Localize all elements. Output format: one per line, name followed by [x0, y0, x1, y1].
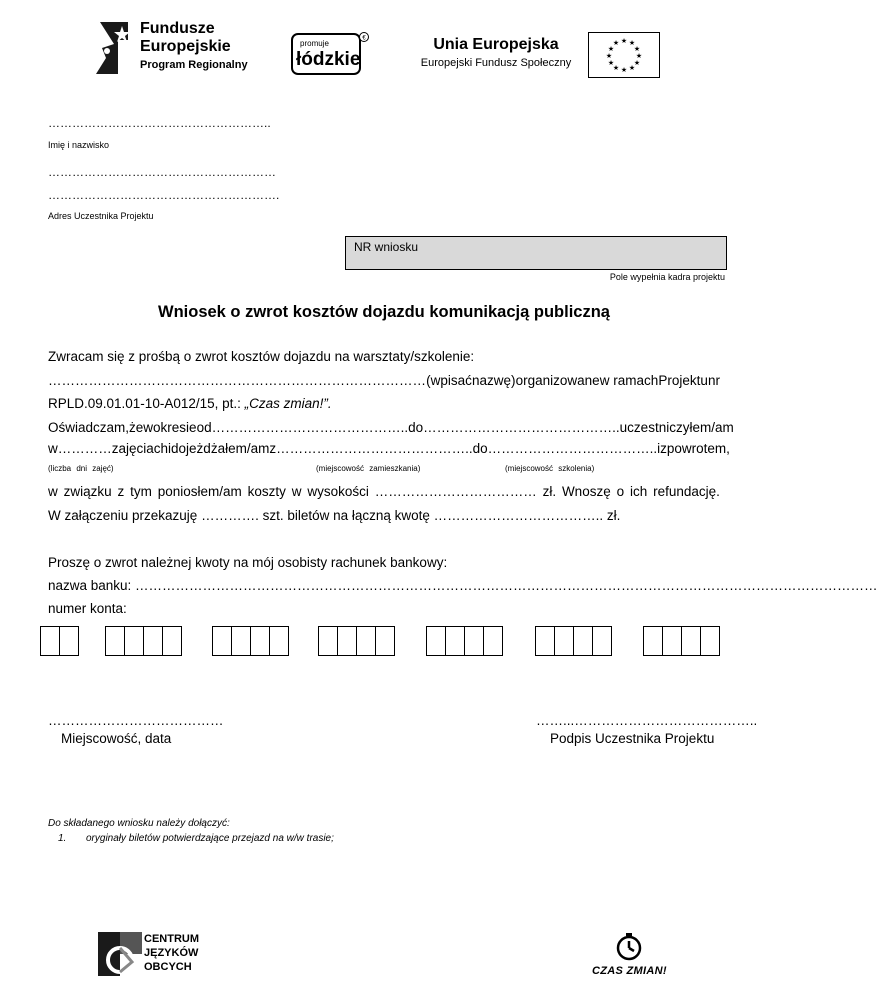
fe-star-icon	[92, 18, 138, 78]
project-number: RPLD.09.01.01-10-A012/15, pt.:	[48, 396, 245, 411]
account-digit-cell[interactable]	[162, 626, 182, 656]
nr-wniosku-label: NR wniosku	[354, 240, 419, 254]
word: ich	[629, 484, 648, 499]
word: powrotem,	[666, 441, 730, 456]
account-digit-cell[interactable]	[212, 626, 232, 656]
cjo-line1: CENTRUM	[144, 933, 199, 945]
word: z	[117, 484, 125, 499]
word: z	[660, 441, 667, 456]
word: koszty	[247, 484, 286, 499]
word: organizowane	[515, 373, 600, 388]
address-dots-2: ………………………………………………….	[48, 188, 280, 202]
account-digit-cell[interactable]	[662, 626, 682, 656]
place-date-dots: …………………………………	[48, 713, 224, 728]
word: w ramach	[599, 373, 659, 388]
name-dots: ………………………………………………..	[48, 116, 271, 130]
training-name-dots: …………………………………………………………………………	[48, 373, 426, 388]
account-digit-cell[interactable]	[426, 626, 446, 656]
word: (wpisać	[426, 373, 472, 388]
word: do	[408, 420, 424, 435]
account-digit-cell[interactable]	[573, 626, 593, 656]
fundusze-europejskie-logo	[92, 18, 262, 80]
line-period	[48, 420, 734, 435]
account-digit-cell[interactable]	[337, 626, 357, 656]
account-group-3[interactable]	[212, 626, 289, 656]
account-digit-cell[interactable]	[269, 626, 289, 656]
account-group-1[interactable]	[40, 626, 79, 656]
account-group-6[interactable]	[535, 626, 612, 656]
svg-text:★: ★	[607, 45, 615, 53]
attachment-item: oryginały biletów potwierdzające przejazd na w/w trasie;	[86, 833, 334, 844]
svg-text:€: €	[362, 35, 366, 42]
line-route	[48, 441, 730, 456]
nr-wniosku-field[interactable]	[345, 236, 727, 270]
ue-subtitle: Europejski Fundusz Społeczny	[420, 57, 572, 69]
bank-name-line: nazwa banku: …………………………………………………………………………………………………………………………………………………	[48, 578, 878, 593]
word: zł.	[542, 484, 557, 499]
svg-text:★: ★	[633, 59, 641, 67]
word: wysokości	[307, 484, 369, 499]
svg-text:★: ★	[605, 52, 613, 60]
word: Wnoszę	[561, 484, 611, 499]
stopwatch-icon	[614, 932, 644, 962]
word: nazwę)	[471, 373, 516, 388]
svg-text:★: ★	[620, 37, 628, 45]
attachments-heading: Do składanego wniosku należy dołączyć:	[48, 818, 230, 829]
word: okresie	[153, 420, 197, 435]
eu-flag-icon	[588, 32, 660, 78]
account-digit-cell[interactable]	[535, 626, 555, 656]
word: do	[472, 441, 488, 456]
word: że	[129, 420, 144, 435]
word: o	[616, 484, 625, 499]
word: związku	[63, 484, 112, 499]
account-label: numer konta:	[48, 601, 127, 616]
ue-logo-text	[412, 36, 580, 69]
centrum-jezykow-obcych-logo	[98, 932, 198, 976]
training-place-dots: ………………………………..	[487, 441, 658, 456]
svg-text:★: ★	[607, 59, 615, 67]
account-digit-cell[interactable]	[483, 626, 503, 656]
account-digit-cell[interactable]	[375, 626, 395, 656]
word: od	[196, 420, 212, 435]
account-digit-cell[interactable]	[231, 626, 251, 656]
svg-text:★: ★	[612, 39, 620, 47]
ue-title: Unia Europejska	[433, 36, 559, 53]
place-date-label: Miejscowość, data	[61, 731, 172, 746]
signature-label: Podpis Uczestnika Projektu	[550, 731, 715, 746]
word: dojeżdżałem/am	[171, 441, 270, 456]
account-digit-cell[interactable]	[700, 626, 720, 656]
cjo-mark-icon	[98, 932, 142, 976]
name-label: Imię i nazwisko	[48, 140, 110, 150]
word: nr	[707, 373, 720, 388]
word: poniosłem/am	[157, 484, 242, 499]
czas-zmian-logo-text: CZAS ZMIAN!	[592, 965, 667, 977]
svg-text:★: ★	[628, 39, 636, 47]
nr-box-note: Pole wypełnia kadra projektu	[609, 272, 725, 282]
line-costs	[48, 484, 720, 499]
account-digit-cell[interactable]	[124, 626, 144, 656]
account-digit-cell[interactable]	[681, 626, 701, 656]
word: zajęciach	[111, 441, 169, 456]
word: w	[291, 484, 302, 499]
word: Projektu	[658, 373, 708, 388]
lodzkie-small: promuje	[300, 39, 329, 48]
word: tym	[130, 484, 152, 499]
word: i	[657, 441, 661, 456]
word: i	[168, 441, 172, 456]
intro-text: Zwracam się z prośbą o zwrot kosztów dojazdu na warsztaty/szkolenie:	[48, 349, 475, 364]
fe-line2: Europejskie	[140, 38, 231, 55]
account-digit-cell[interactable]	[250, 626, 270, 656]
line-project-number	[48, 396, 332, 411]
date-to-dots: ……………………………………..	[423, 420, 620, 435]
address-dots-1: …………………………………………………	[48, 165, 276, 179]
account-digit-cell[interactable]	[445, 626, 465, 656]
account-digit-cell[interactable]	[59, 626, 79, 656]
account-group-2[interactable]	[105, 626, 182, 656]
hint-days: (liczba dni zajęć)	[48, 464, 114, 473]
days-dots: …………	[57, 441, 112, 456]
project-title: „Czas zmian!”.	[244, 396, 332, 411]
address-label: Adres Uczestnika Projektu	[48, 211, 154, 221]
word: w	[48, 441, 58, 456]
home-dots: ……………………………………..	[276, 441, 473, 456]
line-tickets: W załączeniu przekazuję …………. szt. biletów na łączną kwotę ……………………………….. zł.	[48, 508, 621, 523]
account-digit-cell[interactable]	[356, 626, 376, 656]
word: w	[48, 484, 58, 499]
cjo-line2: JĘZYKÓW	[144, 947, 199, 959]
account-group-4[interactable]	[318, 626, 395, 656]
svg-text:★: ★	[628, 64, 636, 72]
account-digit-cell[interactable]	[643, 626, 663, 656]
amount-dots: ………………………………	[374, 484, 537, 499]
svg-text:★: ★	[612, 64, 620, 72]
svg-text:★: ★	[635, 52, 643, 60]
word: w	[143, 420, 154, 435]
account-digit-cell[interactable]	[592, 626, 612, 656]
lodzkie-logo	[290, 32, 370, 78]
account-digit-cell[interactable]	[143, 626, 163, 656]
word: uczestniczyłem/am	[619, 420, 734, 435]
document-title: Wniosek o zwrot kosztów dojazdu komunikacją publiczną	[158, 303, 610, 321]
word: z	[269, 441, 277, 456]
signature-dots: ……...…………………………………..	[536, 713, 758, 728]
date-from-dots: ……………………………………..	[211, 420, 409, 435]
fe-line1: Fundusze	[140, 20, 215, 37]
account-digit-cell[interactable]	[105, 626, 125, 656]
svg-text:★: ★	[633, 45, 641, 53]
svg-text:★: ★	[620, 66, 628, 74]
account-group-7[interactable]	[643, 626, 720, 656]
word: refundację.	[653, 484, 720, 499]
fe-line3: Program Regionalny	[140, 59, 248, 71]
account-group-5[interactable]	[426, 626, 503, 656]
account-digit-cell[interactable]	[554, 626, 574, 656]
lodzkie-big: łódzkie	[296, 49, 361, 70]
hint-home: (miejscowość zamieszkania)	[316, 464, 421, 473]
account-digit-cell[interactable]	[318, 626, 338, 656]
hint-training: (miejscowość szkolenia)	[505, 464, 595, 473]
cjo-line3: OBCYCH	[144, 961, 192, 973]
account-digit-cell[interactable]	[464, 626, 484, 656]
line-training-name	[48, 373, 720, 388]
attachment-number: 1.	[58, 833, 67, 844]
bank-intro: Proszę o zwrot należnej kwoty na mój osobisty rachunek bankowy:	[48, 555, 448, 570]
account-digit-cell[interactable]	[40, 626, 60, 656]
word: Oświadczam,	[48, 420, 130, 435]
